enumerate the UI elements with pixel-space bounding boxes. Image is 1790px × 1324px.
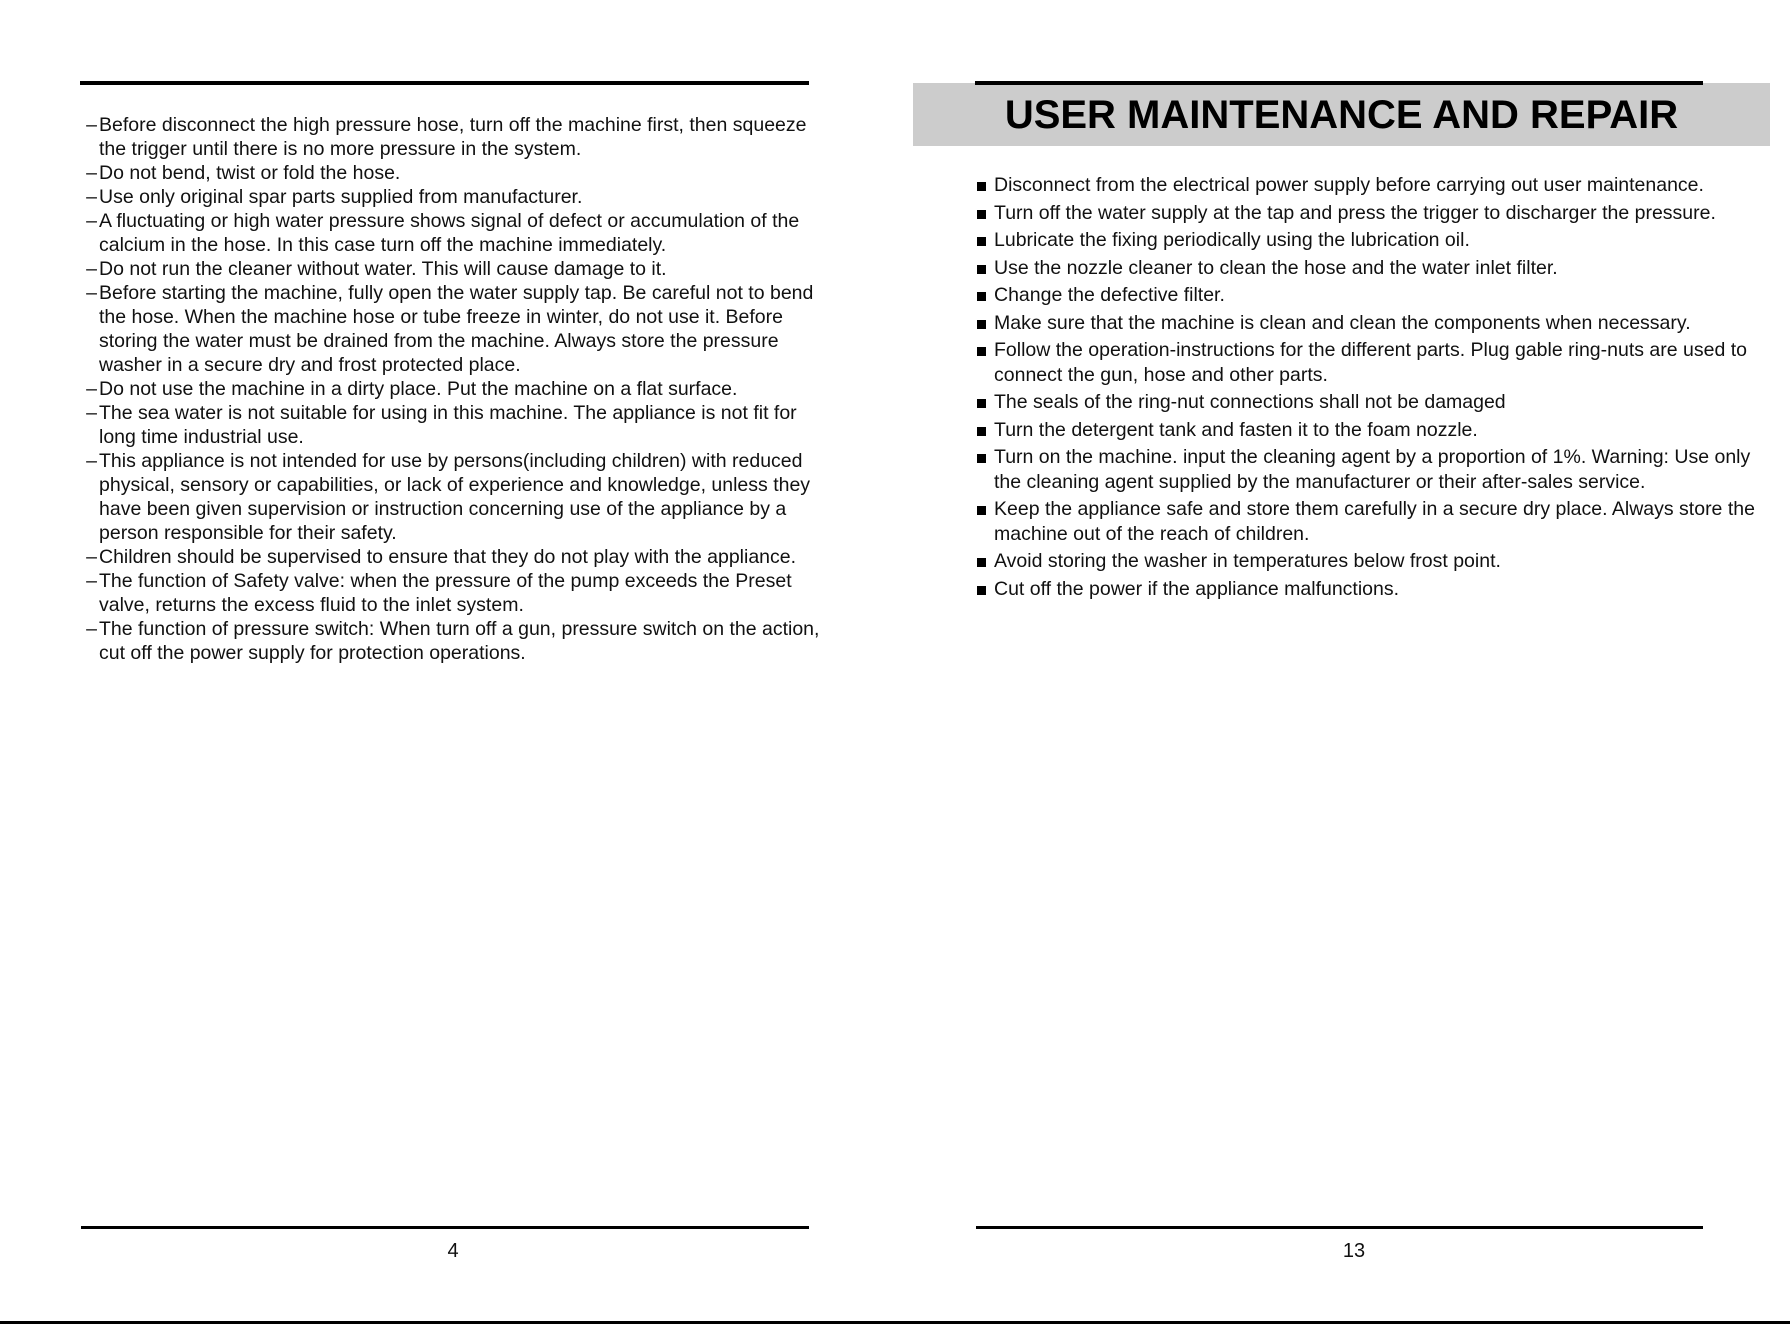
dash-bullet: – — [86, 114, 97, 136]
list-item — [977, 549, 1777, 574]
list-item — [977, 173, 1777, 198]
safety-instructions-list — [67, 113, 827, 665]
list-item-text: Lubricate the fixing periodically using the lubrication oil. — [994, 229, 1470, 251]
list-item-text: Before disconnect the high pressure hose, turn off the machine first, then squeeze the trigger until there is no more pressure in the system. — [99, 114, 807, 160]
list-item-text: Follow the operation-instructions for the different parts. Plug gable ring-nuts are used to connect the gun, hose and other parts. — [994, 339, 1747, 386]
list-item-text: The function of pressure switch: When turn off a gun, pressure switch on the action, cut off the power supply for protection operations. — [99, 618, 820, 664]
list-item — [977, 338, 1777, 387]
square-bullet-icon — [977, 237, 986, 246]
list-item — [67, 209, 827, 257]
list-item-text: Turn on the machine. input the cleaning agent by a proportion of 1%. Warning: Use only the cleaning agent supplied by the manufacturer or their after-sales service. — [994, 446, 1751, 493]
list-item-text: The sea water is not suitable for using in this machine. The appliance is not fit for long time industrial use. — [99, 402, 797, 448]
dash-bullet: – — [86, 546, 97, 568]
list-item — [67, 569, 827, 617]
list-item-text: Cut off the power if the appliance malfunctions. — [994, 577, 1400, 600]
list-item — [67, 545, 827, 569]
list-item-text: Before starting the machine, fully open the water supply tap. Be careful not to bend the hose. When the machine hose or tube freeze in winter, do not use it. Before storing the water must be drained from the machine. Always store the pressure washer in a secure dry and frost protected place. — [99, 282, 814, 376]
list-item-text: The function of Safety valve: when the pressure of the pump exceeds the Preset valve, returns the excess fluid to the inlet system. — [99, 570, 792, 616]
list-item — [977, 201, 1777, 226]
square-bullet-icon — [977, 399, 986, 408]
dash-bullet: – — [86, 378, 97, 400]
dash-bullet: – — [86, 570, 97, 592]
square-bullet-icon — [977, 427, 986, 436]
list-item — [67, 185, 827, 209]
list-item — [67, 401, 827, 449]
square-bullet-icon — [977, 454, 986, 463]
right-bottom-rule — [976, 1226, 1703, 1229]
list-item-text: Do not run the cleaner without water. This will cause damage to it. — [99, 258, 667, 280]
list-item-text: Disconnect from the electrical power supply before carrying out user maintenance. — [994, 174, 1704, 196]
dash-bullet: – — [86, 162, 97, 184]
list-item-text: The seals of the ring-nut connections shall not be damaged — [994, 391, 1506, 413]
dash-bullet: – — [86, 402, 97, 424]
right-page — [895, 0, 1790, 1324]
page-number-left: 4 — [447, 1240, 459, 1262]
list-item — [977, 445, 1777, 494]
square-bullet-icon — [977, 265, 986, 274]
list-item-text: Use the nozzle cleaner to clean the hose and the water inlet filter. — [994, 256, 1558, 279]
list-item-text: A fluctuating or high water pressure shows signal of defect or accumulation of the calcium in the hose. In this case turn off the machine immediately. — [99, 210, 800, 256]
list-item — [67, 449, 827, 545]
list-item — [67, 617, 827, 665]
list-item-text: Use only original spar parts supplied from manufacturer. — [99, 186, 583, 208]
list-item — [977, 256, 1777, 281]
square-bullet-icon — [977, 182, 986, 191]
list-item-text: Change the defective filter. — [994, 284, 1225, 306]
list-item-text: Turn off the water supply at the tap and press the trigger to discharger the pressure. — [994, 201, 1716, 224]
dash-bullet: – — [86, 210, 97, 232]
list-item — [977, 418, 1777, 443]
square-bullet-icon — [977, 506, 986, 515]
dash-bullet: – — [86, 618, 97, 640]
list-item-text: Avoid storing the washer in temperatures below frost point. — [994, 550, 1501, 572]
maintenance-list — [977, 173, 1777, 604]
dash-bullet: – — [86, 282, 97, 304]
list-item — [67, 377, 827, 401]
right-top-rule — [975, 81, 1703, 85]
list-item — [977, 283, 1777, 308]
list-item-text: Do not use the machine in a dirty place. Put the machine on a flat surface. — [99, 378, 738, 400]
list-item — [67, 113, 827, 161]
list-item — [977, 497, 1777, 546]
list-item-text: Make sure that the machine is clean and clean the components when necessary. — [994, 311, 1691, 334]
list-item-text: Children should be supervised to ensure that they do not play with the appliance. — [99, 546, 797, 568]
list-item — [67, 281, 827, 377]
square-bullet-icon — [977, 586, 986, 595]
list-item — [977, 390, 1777, 415]
dash-bullet: – — [86, 258, 97, 280]
page-number-right: 13 — [1342, 1240, 1366, 1262]
section-title: USER MAINTENANCE AND REPAIR — [1004, 93, 1679, 137]
list-item-text: This appliance is not intended for use by persons(including children) with reduced physical, sensory or capabilities, or lack of experience and knowledge, unless they have been given supervision or instruction concerning use of the appliance by a person responsible for their safety. — [99, 450, 811, 544]
list-item — [67, 161, 827, 185]
square-bullet-icon — [977, 292, 986, 301]
square-bullet-icon — [977, 558, 986, 567]
square-bullet-icon — [977, 210, 986, 219]
square-bullet-icon — [977, 347, 986, 356]
square-bullet-icon — [977, 320, 986, 329]
list-item — [977, 228, 1777, 253]
list-item-text: Do not bend, twist or fold the hose. — [99, 162, 401, 184]
dash-bullet: – — [86, 450, 97, 472]
list-item-text: Turn the detergent tank and fasten it to the foam nozzle. — [994, 418, 1478, 441]
list-item-text: Keep the appliance safe and store them carefully in a secure dry place. Always store the machine out of the reach of children. — [994, 498, 1755, 545]
list-item — [67, 257, 827, 281]
left-bottom-rule — [81, 1226, 809, 1229]
list-item — [977, 311, 1777, 336]
list-item — [977, 577, 1777, 602]
left-top-rule — [80, 81, 809, 85]
dash-bullet: – — [86, 186, 97, 208]
